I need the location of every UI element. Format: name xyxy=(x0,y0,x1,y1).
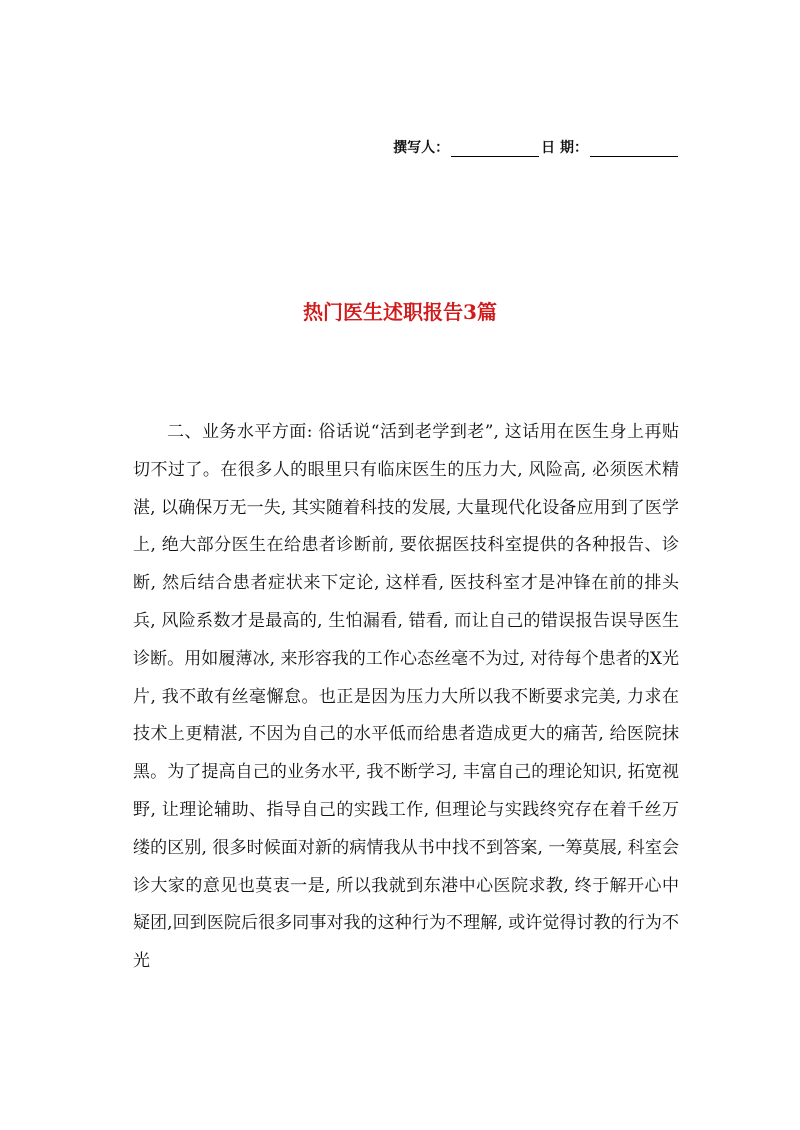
author-label: 撰写人： xyxy=(393,140,450,156)
author-blank xyxy=(451,142,539,157)
date-label: 日 期： xyxy=(541,140,588,156)
body-paragraph: 二、业务水平方面: 俗话说“活到老学到老”, 这话用在医生身上再贴切不过了。在很多人的眼里只有临床医生的压力大, 风险高, 必须医术精湛, 以确保万无一失, 其实随着科技的发展, 大量现代化设备应用到了医学上, 绝大部分医生在给患者诊断前, 要依据医技科室提供的各种报告、诊断, 然后结合患者症状来下定论, 这样看, 医技科室才是冲锋在前的排头兵, 风险系数才是最高的, 生怕漏看, 错看, 而让自己的错误报告误导医生诊断。用如履薄冰, 来形容我的工作心态丝毫不为过, 对待每个患者的X光片, 我不敢有丝毫懈怠。也正是因为压力大所以我不断要求完美, 力求在技术上更精湛, 不因为自己的水平低而给患者造成更大的痛苦, 给医院抹黑。为了提高自己的业务水平, 我不断学习, 丰富自己的理论知识, 拓宽视野, 让理论辅助、指导自己的实践工作, 但理论与实践终究存在着千丝万缕的区别, 很多时候面对新的病情我从书中找不到答案, 一筹莫展, 科室会诊大家的意见也莫衷一是, 所以我就到东港中心医院求教, 终于解开心中疑团,回到医院后很多同事对我的这种行为不理解, 或许觉得讨教的行为不光 xyxy=(133,422,679,972)
header-signature-line xyxy=(393,137,680,157)
date-blank xyxy=(590,142,678,157)
document-title: 热门医生述职报告3篇 xyxy=(303,300,497,324)
